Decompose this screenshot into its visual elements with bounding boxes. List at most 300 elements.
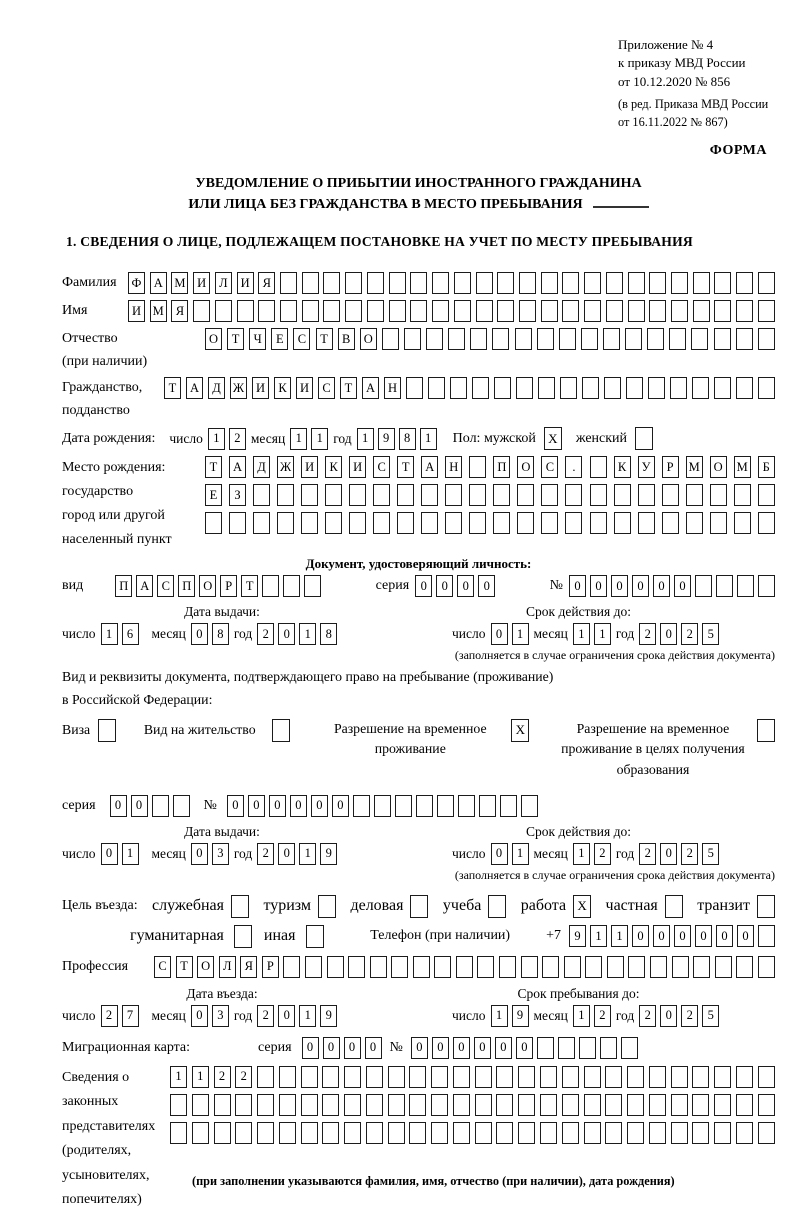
char-cell[interactable] [736,300,753,322]
char-cell[interactable] [262,575,279,597]
char-cell[interactable] [205,512,222,534]
char-cell[interactable]: 1 [208,428,225,450]
char-cell[interactable]: 0 [131,795,148,817]
char-cell[interactable]: 9 [320,843,337,865]
char-cell[interactable] [496,1066,513,1088]
char-cell[interactable] [493,512,510,534]
char-cell[interactable] [518,1094,535,1116]
char-cell[interactable] [345,272,362,294]
char-cell[interactable] [322,1066,339,1088]
char-cell[interactable]: 0 [269,795,286,817]
char-cell[interactable] [758,484,775,506]
char-cell[interactable]: 9 [320,1005,337,1027]
char-cell[interactable]: О [517,456,534,478]
char-cell[interactable] [710,512,727,534]
char-cell[interactable]: 2 [257,1005,274,1027]
char-cell[interactable]: 0 [432,1037,449,1059]
char-cell[interactable] [257,1122,274,1144]
char-cell[interactable] [431,1066,448,1088]
char-cell[interactable] [584,1066,601,1088]
char-cell[interactable] [692,1122,709,1144]
char-cell[interactable] [603,328,620,350]
char-cell[interactable] [517,512,534,534]
char-cell[interactable]: 0 [590,575,607,597]
char-cell[interactable] [614,512,631,534]
char-cell[interactable] [353,795,370,817]
char-cell[interactable] [758,575,775,597]
temp-residence-checkbox[interactable]: X [511,719,529,742]
char-cell[interactable]: 9 [569,925,586,947]
char-cell[interactable]: Л [219,956,236,978]
char-cell[interactable]: Т [205,456,222,478]
char-cell[interactable] [373,512,390,534]
char-cell[interactable] [758,1122,775,1144]
char-cell[interactable]: 0 [716,925,733,947]
char-cell[interactable] [257,1094,274,1116]
char-cell[interactable]: 0 [290,795,307,817]
char-cell[interactable] [388,1066,405,1088]
char-cell[interactable]: 0 [302,1037,319,1059]
char-cell[interactable] [170,1122,187,1144]
purpose-business-checkbox[interactable] [410,895,428,918]
char-cell[interactable]: 0 [660,623,677,645]
char-cell[interactable] [397,484,414,506]
char-cell[interactable]: Т [316,328,333,350]
char-cell[interactable] [671,300,688,322]
char-cell[interactable] [670,377,687,399]
char-cell[interactable]: 1 [101,623,118,645]
char-cell[interactable] [366,1094,383,1116]
char-cell[interactable]: 0 [457,575,474,597]
char-cell[interactable]: 1 [311,428,328,450]
char-cell[interactable]: 0 [478,575,495,597]
char-cell[interactable] [391,956,408,978]
char-cell[interactable]: В [338,328,355,350]
char-cell[interactable]: 0 [101,843,118,865]
char-cell[interactable]: И [296,377,313,399]
char-cell[interactable]: 0 [323,1037,340,1059]
char-cell[interactable]: Т [397,456,414,478]
char-cell[interactable] [301,484,318,506]
char-cell[interactable]: 0 [311,795,328,817]
char-cell[interactable]: О [360,328,377,350]
char-cell[interactable] [301,1122,318,1144]
char-cell[interactable] [373,484,390,506]
char-cell[interactable] [736,1066,753,1088]
char-cell[interactable] [541,272,558,294]
char-cell[interactable] [322,1122,339,1144]
char-cell[interactable] [445,512,462,534]
char-cell[interactable]: 0 [660,843,677,865]
char-cell[interactable]: И [252,377,269,399]
char-cell[interactable] [327,956,344,978]
char-cell[interactable] [736,1122,753,1144]
char-cell[interactable]: Б [758,456,775,478]
char-cell[interactable] [590,512,607,534]
char-cell[interactable] [627,1094,644,1116]
gender-male-checkbox[interactable]: X [544,427,562,450]
char-cell[interactable]: И [349,456,366,478]
char-cell[interactable]: 1 [290,428,307,450]
char-cell[interactable] [349,512,366,534]
char-cell[interactable] [693,956,710,978]
char-cell[interactable]: М [734,456,751,478]
char-cell[interactable] [344,1094,361,1116]
char-cell[interactable] [434,956,451,978]
char-cell[interactable] [519,272,536,294]
char-cell[interactable] [475,1094,492,1116]
char-cell[interactable]: 0 [653,925,670,947]
char-cell[interactable] [492,328,509,350]
char-cell[interactable] [431,1122,448,1144]
char-cell[interactable]: 9 [512,1005,529,1027]
char-cell[interactable] [493,484,510,506]
purpose-private-checkbox[interactable] [665,895,683,918]
char-cell[interactable] [604,377,621,399]
char-cell[interactable]: 5 [702,1005,719,1027]
char-cell[interactable]: 0 [495,1037,512,1059]
char-cell[interactable]: О [199,575,216,597]
char-cell[interactable] [349,484,366,506]
char-cell[interactable] [671,272,688,294]
char-cell[interactable] [279,1066,296,1088]
char-cell[interactable] [537,328,554,350]
char-cell[interactable] [537,1037,554,1059]
char-cell[interactable]: А [229,456,246,478]
char-cell[interactable] [229,512,246,534]
char-cell[interactable] [499,956,516,978]
char-cell[interactable]: 8 [212,623,229,645]
char-cell[interactable] [237,300,254,322]
char-cell[interactable] [397,512,414,534]
char-cell[interactable] [437,795,454,817]
char-cell[interactable] [323,300,340,322]
char-cell[interactable]: Е [271,328,288,350]
char-cell[interactable] [344,1122,361,1144]
char-cell[interactable]: П [115,575,132,597]
char-cell[interactable] [649,1122,666,1144]
char-cell[interactable]: 0 [415,575,432,597]
char-cell[interactable]: 1 [573,1005,590,1027]
char-cell[interactable]: 1 [420,428,437,450]
char-cell[interactable] [322,1094,339,1116]
char-cell[interactable]: О [205,328,222,350]
char-cell[interactable]: 2 [235,1066,252,1088]
char-cell[interactable]: 1 [512,623,529,645]
visa-checkbox[interactable] [98,719,116,742]
char-cell[interactable] [450,377,467,399]
char-cell[interactable]: Е [205,484,222,506]
char-cell[interactable] [734,484,751,506]
char-cell[interactable] [454,300,471,322]
char-cell[interactable] [714,1122,731,1144]
char-cell[interactable] [475,1066,492,1088]
char-cell[interactable] [453,1066,470,1088]
char-cell[interactable]: 1 [170,1066,187,1088]
char-cell[interactable]: 2 [681,843,698,865]
char-cell[interactable] [413,956,430,978]
char-cell[interactable] [409,1122,426,1144]
char-cell[interactable]: 0 [453,1037,470,1059]
char-cell[interactable] [736,1094,753,1116]
char-cell[interactable] [579,1037,596,1059]
char-cell[interactable] [734,512,751,534]
char-cell[interactable] [279,1094,296,1116]
gender-female-checkbox[interactable] [635,427,653,450]
char-cell[interactable]: С [373,456,390,478]
char-cell[interactable]: Т [241,575,258,597]
char-cell[interactable]: 2 [229,428,246,450]
purpose-work-checkbox[interactable]: X [573,895,591,918]
char-cell[interactable] [521,956,538,978]
char-cell[interactable] [516,377,533,399]
char-cell[interactable] [649,1066,666,1088]
char-cell[interactable] [626,377,643,399]
char-cell[interactable]: К [614,456,631,478]
char-cell[interactable] [431,1094,448,1116]
char-cell[interactable] [432,272,449,294]
purpose-study-checkbox[interactable] [488,895,506,918]
char-cell[interactable] [669,328,686,350]
char-cell[interactable] [454,272,471,294]
char-cell[interactable]: С [293,328,310,350]
char-cell[interactable]: 0 [227,795,244,817]
char-cell[interactable] [581,328,598,350]
char-cell[interactable] [235,1094,252,1116]
char-cell[interactable]: А [186,377,203,399]
char-cell[interactable]: С [157,575,174,597]
char-cell[interactable] [406,377,423,399]
char-cell[interactable] [582,377,599,399]
char-cell[interactable] [627,1122,644,1144]
char-cell[interactable] [253,484,270,506]
char-cell[interactable] [541,512,558,534]
char-cell[interactable]: О [710,456,727,478]
char-cell[interactable]: К [274,377,291,399]
char-cell[interactable] [627,1066,644,1088]
char-cell[interactable]: Т [340,377,357,399]
char-cell[interactable]: 1 [299,1005,316,1027]
char-cell[interactable] [562,300,579,322]
char-cell[interactable]: Т [227,328,244,350]
char-cell[interactable] [409,1066,426,1088]
char-cell[interactable]: 2 [101,1005,118,1027]
char-cell[interactable] [691,328,708,350]
char-cell[interactable] [409,1094,426,1116]
char-cell[interactable] [453,1094,470,1116]
purpose-tourism-checkbox[interactable] [318,895,336,918]
char-cell[interactable]: 7 [122,1005,139,1027]
char-cell[interactable] [456,956,473,978]
char-cell[interactable] [736,328,753,350]
char-cell[interactable]: А [421,456,438,478]
char-cell[interactable] [253,512,270,534]
char-cell[interactable] [564,956,581,978]
purpose-official-checkbox[interactable] [231,895,249,918]
char-cell[interactable] [541,484,558,506]
char-cell[interactable] [584,272,601,294]
char-cell[interactable]: С [318,377,335,399]
char-cell[interactable] [605,1094,622,1116]
char-cell[interactable] [607,956,624,978]
char-cell[interactable] [662,512,679,534]
char-cell[interactable]: 1 [611,925,628,947]
char-cell[interactable]: 0 [248,795,265,817]
char-cell[interactable]: Л [215,272,232,294]
char-cell[interactable]: 0 [516,1037,533,1059]
char-cell[interactable]: 0 [278,1005,295,1027]
char-cell[interactable]: 1 [594,623,611,645]
char-cell[interactable] [215,300,232,322]
char-cell[interactable] [389,272,406,294]
char-cell[interactable] [214,1122,231,1144]
char-cell[interactable] [395,795,412,817]
char-cell[interactable] [496,1094,513,1116]
char-cell[interactable] [445,484,462,506]
char-cell[interactable] [416,795,433,817]
char-cell[interactable] [421,484,438,506]
char-cell[interactable]: 1 [573,843,590,865]
char-cell[interactable] [519,300,536,322]
char-cell[interactable]: З [229,484,246,506]
char-cell[interactable]: 1 [192,1066,209,1088]
char-cell[interactable]: 0 [278,843,295,865]
char-cell[interactable]: О [197,956,214,978]
char-cell[interactable]: И [301,456,318,478]
char-cell[interactable]: 1 [573,623,590,645]
char-cell[interactable]: 2 [639,843,656,865]
char-cell[interactable] [152,795,169,817]
char-cell[interactable] [410,300,427,322]
char-cell[interactable] [714,328,731,350]
char-cell[interactable] [388,1094,405,1116]
char-cell[interactable]: 2 [594,1005,611,1027]
char-cell[interactable] [497,300,514,322]
char-cell[interactable]: 2 [257,843,274,865]
char-cell[interactable]: А [136,575,153,597]
char-cell[interactable]: 1 [357,428,374,450]
char-cell[interactable] [606,300,623,322]
char-cell[interactable] [515,328,532,350]
char-cell[interactable]: 1 [122,843,139,865]
char-cell[interactable] [628,272,645,294]
char-cell[interactable]: 0 [344,1037,361,1059]
char-cell[interactable]: 2 [681,623,698,645]
char-cell[interactable] [686,484,703,506]
char-cell[interactable]: 2 [639,1005,656,1027]
char-cell[interactable] [649,272,666,294]
char-cell[interactable]: 0 [660,1005,677,1027]
char-cell[interactable] [426,328,443,350]
char-cell[interactable] [518,1122,535,1144]
char-cell[interactable] [374,795,391,817]
char-cell[interactable] [562,1122,579,1144]
char-cell[interactable] [304,575,321,597]
char-cell[interactable] [614,484,631,506]
char-cell[interactable] [193,300,210,322]
char-cell[interactable] [302,300,319,322]
char-cell[interactable] [494,377,511,399]
char-cell[interactable]: П [493,456,510,478]
char-cell[interactable] [475,1122,492,1144]
char-cell[interactable]: М [171,272,188,294]
char-cell[interactable] [280,272,297,294]
char-cell[interactable]: 2 [594,843,611,865]
char-cell[interactable]: 5 [702,843,719,865]
char-cell[interactable] [477,956,494,978]
char-cell[interactable]: Р [220,575,237,597]
char-cell[interactable] [367,300,384,322]
char-cell[interactable] [692,1094,709,1116]
char-cell[interactable] [758,1094,775,1116]
char-cell[interactable] [621,1037,638,1059]
char-cell[interactable]: А [362,377,379,399]
char-cell[interactable] [370,956,387,978]
char-cell[interactable] [367,272,384,294]
char-cell[interactable]: 0 [110,795,127,817]
char-cell[interactable] [541,300,558,322]
char-cell[interactable] [280,300,297,322]
char-cell[interactable]: У [638,456,655,478]
char-cell[interactable]: 5 [702,623,719,645]
char-cell[interactable] [649,300,666,322]
char-cell[interactable]: П [178,575,195,597]
char-cell[interactable] [389,300,406,322]
char-cell[interactable] [758,1066,775,1088]
char-cell[interactable] [737,575,754,597]
char-cell[interactable]: 0 [191,843,208,865]
char-cell[interactable] [277,512,294,534]
char-cell[interactable] [710,484,727,506]
char-cell[interactable] [458,795,475,817]
char-cell[interactable] [628,956,645,978]
char-cell[interactable] [470,328,487,350]
char-cell[interactable] [584,1094,601,1116]
char-cell[interactable] [325,484,342,506]
char-cell[interactable] [192,1094,209,1116]
purpose-other-checkbox[interactable] [306,925,324,948]
char-cell[interactable]: И [128,300,145,322]
char-cell[interactable] [649,1094,666,1116]
char-cell[interactable]: Н [384,377,401,399]
char-cell[interactable] [472,377,489,399]
char-cell[interactable] [758,512,775,534]
char-cell[interactable] [345,300,362,322]
char-cell[interactable] [558,1037,575,1059]
char-cell[interactable] [388,1122,405,1144]
char-cell[interactable] [305,956,322,978]
char-cell[interactable] [758,272,775,294]
char-cell[interactable] [476,272,493,294]
char-cell[interactable]: Д [208,377,225,399]
char-cell[interactable] [606,272,623,294]
char-cell[interactable]: Я [171,300,188,322]
char-cell[interactable] [662,484,679,506]
char-cell[interactable]: И [237,272,254,294]
char-cell[interactable] [605,1066,622,1088]
char-cell[interactable] [301,1066,318,1088]
char-cell[interactable] [692,377,709,399]
residence-permit-checkbox[interactable] [272,719,290,742]
char-cell[interactable] [421,512,438,534]
char-cell[interactable] [758,300,775,322]
char-cell[interactable]: Т [176,956,193,978]
char-cell[interactable]: 0 [611,575,628,597]
char-cell[interactable] [192,1122,209,1144]
char-cell[interactable]: 0 [695,925,712,947]
char-cell[interactable] [590,484,607,506]
char-cell[interactable] [497,272,514,294]
